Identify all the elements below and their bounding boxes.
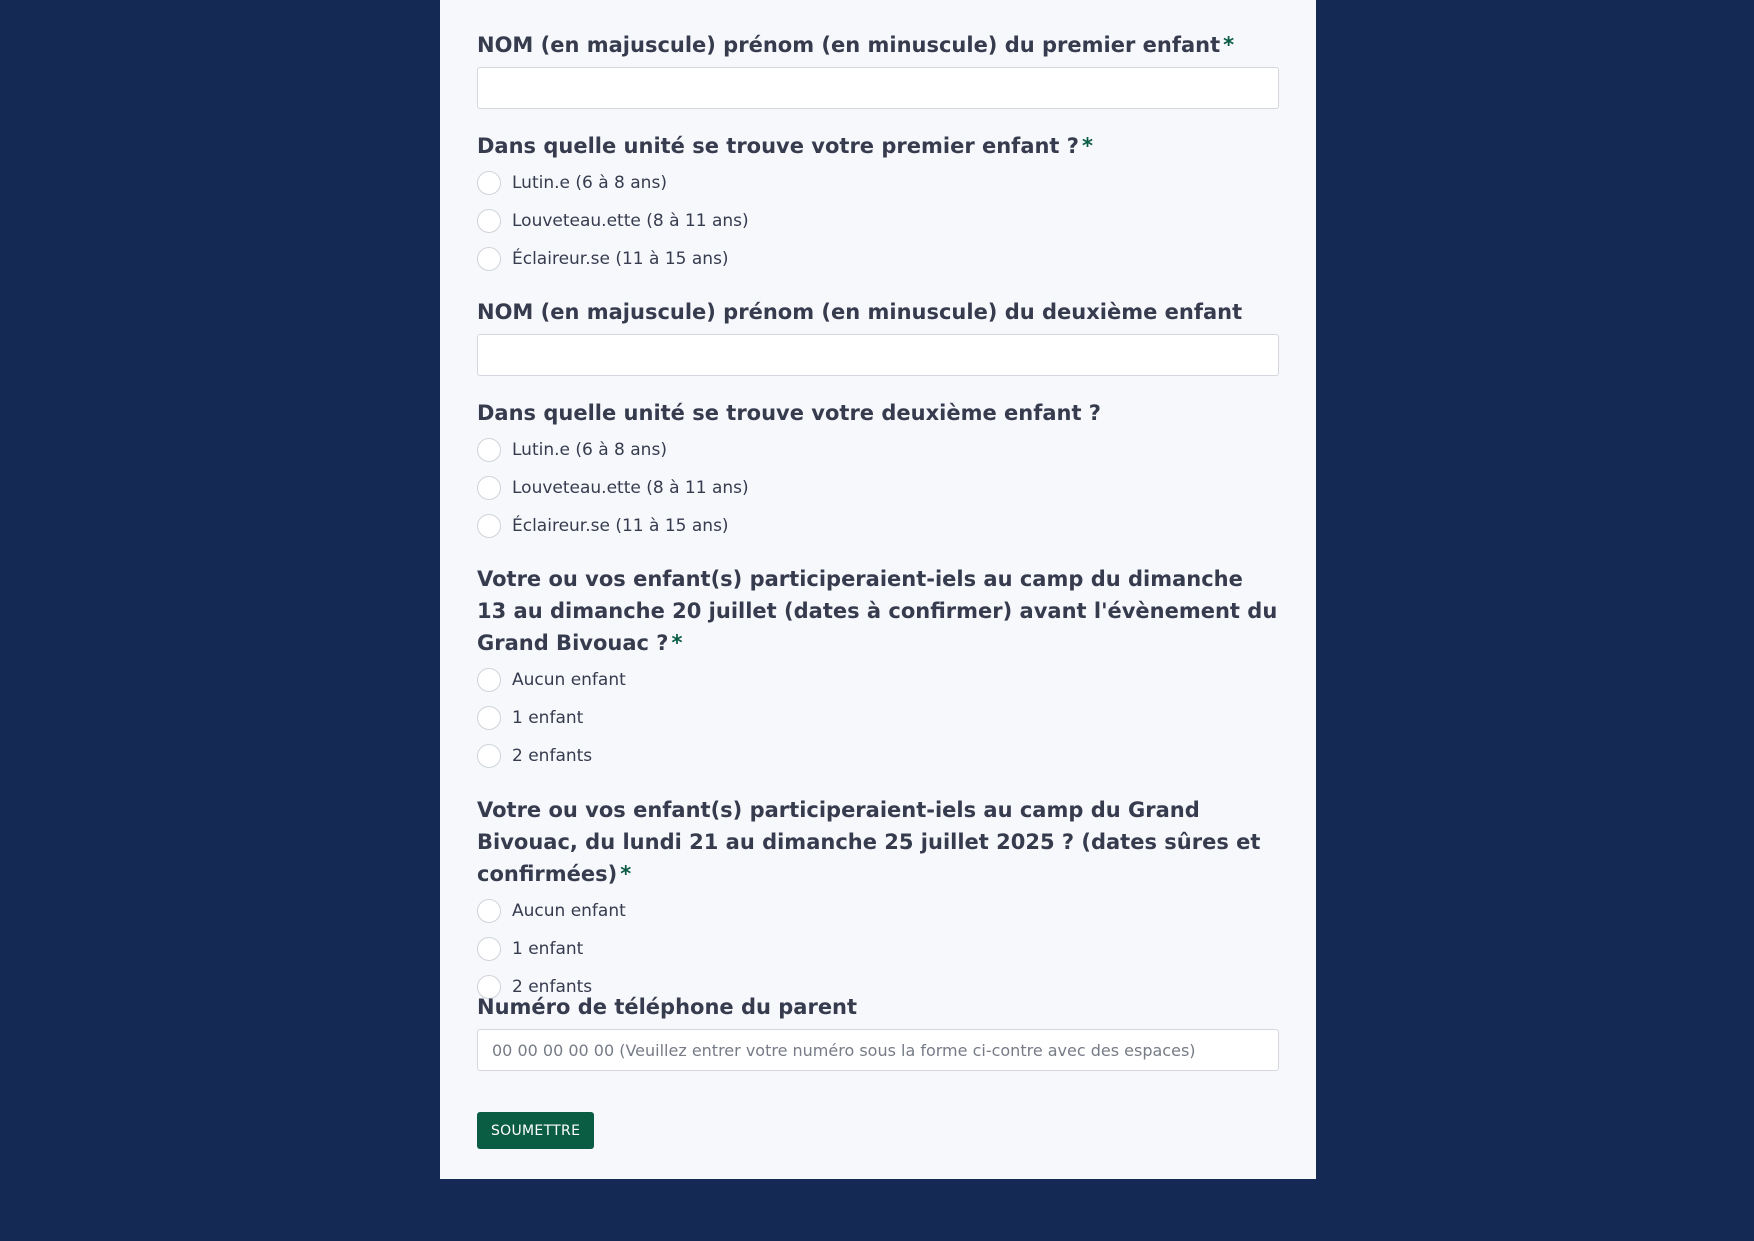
phone-field — [477, 991, 1279, 1071]
required-mark: * — [1223, 33, 1235, 57]
child2-unit-option-louveteau[interactable] — [477, 469, 1279, 507]
child1-unit-field — [477, 130, 1279, 278]
radio-button[interactable] — [477, 209, 501, 233]
camp2-label: Votre ou vos enfant(s) participeraient-iels au camp du Grand Bivouac, du lundi 21 au dimanche 25 juillet 2025 ? (dates sûres et confirmées) * — [477, 798, 1261, 886]
option-label: Aucun enfant — [512, 670, 626, 690]
child1-unit-label: Dans quelle unité se trouve votre premier enfant ? * — [477, 134, 1093, 158]
camp1-label: Votre ou vos enfant(s) participeraient-iels au camp du dimanche 13 au dimanche 20 juillet (dates à confirmer) avant l'évènement du Grand Bivouac ? * — [477, 567, 1278, 655]
child1-unit-option-lutin[interactable] — [477, 164, 1279, 202]
radio-button[interactable] — [477, 668, 501, 692]
option-label: Éclaireur.se (11 à 15 ans) — [512, 249, 729, 269]
option-label: 1 enfant — [512, 708, 584, 728]
phone-label: Numéro de téléphone du parent — [477, 995, 858, 1019]
option-label: 2 enfants — [512, 977, 593, 997]
camp2-options — [477, 892, 1279, 1006]
camp1-option-none[interactable] — [477, 661, 1279, 699]
child1-name-field — [477, 29, 1279, 109]
child1-unit-options — [477, 164, 1279, 278]
child2-unit-option-lutin[interactable] — [477, 431, 1279, 469]
radio-button[interactable] — [477, 744, 501, 768]
option-label: 1 enfant — [512, 939, 584, 959]
camp1-options — [477, 661, 1279, 775]
option-label: Louveteau.ette (8 à 11 ans) — [512, 211, 749, 231]
required-mark: * — [671, 631, 683, 655]
child1-unit-option-eclaireur[interactable] — [477, 240, 1279, 278]
child1-name-input[interactable] — [477, 67, 1279, 109]
child1-name-label: NOM (en majuscule) prénom (en minuscule) du premier enfant * — [477, 33, 1235, 57]
camp1-option-two[interactable] — [477, 737, 1279, 775]
radio-button[interactable] — [477, 514, 501, 538]
camp1-option-one[interactable] — [477, 699, 1279, 737]
camp2-option-none[interactable] — [477, 892, 1279, 930]
form-panel — [440, 0, 1316, 1179]
option-label: Éclaireur.se (11 à 15 ans) — [512, 516, 729, 536]
phone-input[interactable] — [477, 1029, 1279, 1071]
child2-name-field — [477, 296, 1279, 376]
child2-unit-option-eclaireur[interactable] — [477, 507, 1279, 545]
camp1-field — [477, 563, 1279, 775]
camp2-option-one[interactable] — [477, 930, 1279, 968]
option-label: Lutin.e (6 à 8 ans) — [512, 440, 667, 460]
option-label: 2 enfants — [512, 746, 593, 766]
submit-button[interactable]: SOUMETTRE — [477, 1112, 594, 1149]
option-label: Louveteau.ette (8 à 11 ans) — [512, 478, 749, 498]
radio-button[interactable] — [477, 706, 501, 730]
child2-unit-label: Dans quelle unité se trouve votre deuxième enfant ? — [477, 401, 1101, 425]
radio-button[interactable] — [477, 247, 501, 271]
camp2-field — [477, 794, 1279, 1006]
child2-name-label: NOM (en majuscule) prénom (en minuscule) du deuxième enfant — [477, 300, 1243, 324]
radio-button[interactable] — [477, 171, 501, 195]
radio-button[interactable] — [477, 476, 501, 500]
option-label: Lutin.e (6 à 8 ans) — [512, 173, 667, 193]
required-mark: * — [620, 862, 632, 886]
child2-unit-field — [477, 397, 1279, 545]
child2-unit-options — [477, 431, 1279, 545]
required-mark: * — [1081, 134, 1093, 158]
radio-button[interactable] — [477, 899, 501, 923]
child2-name-input[interactable] — [477, 334, 1279, 376]
option-label: Aucun enfant — [512, 901, 626, 921]
radio-button[interactable] — [477, 937, 501, 961]
child1-unit-option-louveteau[interactable] — [477, 202, 1279, 240]
radio-button[interactable] — [477, 438, 501, 462]
